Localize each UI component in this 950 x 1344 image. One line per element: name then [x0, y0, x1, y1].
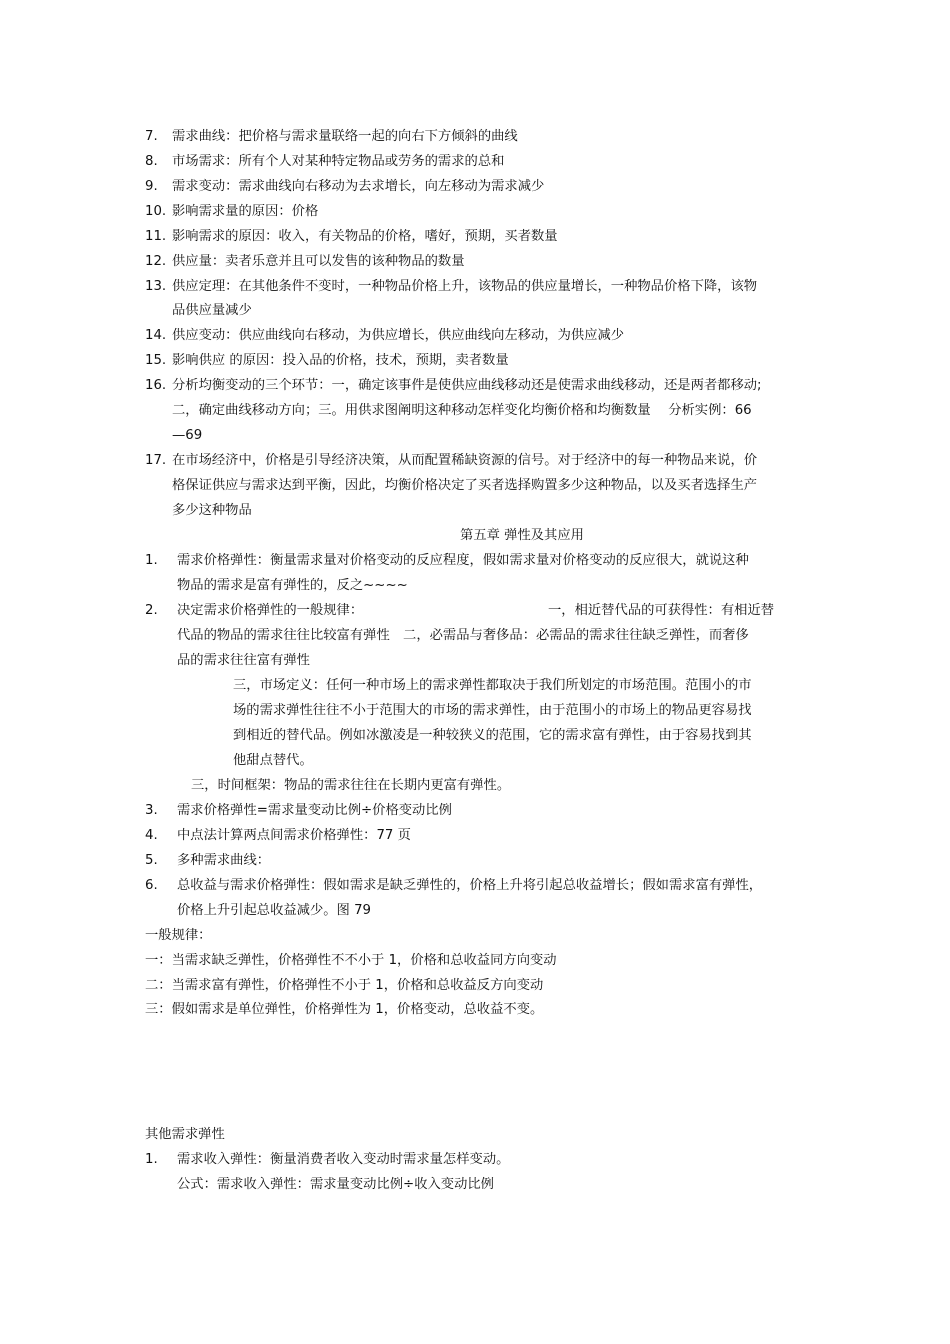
list-item-text: 分析均衡变动的三个环节：一，确定该事件是使供应曲线移动还是使需求曲线移动，还是两者都移动; [172, 378, 762, 393]
list-item-number: 12. [145, 254, 167, 269]
list-item-text: 多少这种物品 [172, 503, 252, 518]
list-item-text: 代品的物品的需求往往比较富有弹性 二，必需品与奢侈品：必需品的需求往往缺乏弹性，而奢侈 [177, 628, 749, 643]
list-item-text: 影响供应 的原因：投入品的价格，技术，预期，卖者数量 [172, 353, 509, 368]
list-item-number: 8. [145, 154, 158, 169]
list-item-text-right: 一，相近替代品的可获得性：有相近替 [548, 603, 775, 618]
list-item-number: 1. [145, 1152, 158, 1167]
list-item-number: 15. [145, 353, 167, 368]
rule-line: 三：假如需求是单位弹性，价格弹性为 1，价格变动，总收益不变。 [145, 1002, 544, 1017]
list-item-text: 影响需求的原因：收入，有关物品的价格，嗜好，预期，买者数量 [172, 229, 558, 244]
list-item-text: 需求收入弹性：衡量消费者收入变动时需求量怎样变动。 [177, 1152, 510, 1167]
chapter-title: 第五章 弹性及其应用 [460, 528, 584, 543]
paragraph-line: 三，时间框架：物品的需求往往在长期内更富有弹性。 [191, 778, 511, 793]
formula-line: 公式：需求收入弹性：需求量变动比例÷收入变动比例 [177, 1177, 494, 1192]
list-item-text: 总收益与需求价格弹性：假如需求是缺乏弹性的，价格上升将引起总收益增长；假如需求富有弹性， [177, 878, 763, 893]
list-item-text: 需求曲线：把价格与需求量联络一起的向右下方倾斜的曲线 [172, 129, 518, 144]
list-item-text: 物品的需求是富有弹性的，反之~~~~ [177, 578, 408, 593]
list-item-number: 7. [145, 129, 158, 144]
list-item-text: 多种需求曲线： [177, 853, 271, 868]
list-item-text: 需求变动：需求曲线向右移动为去求增长，向左移动为需求减少 [172, 179, 545, 194]
rule-line: 一：当需求缺乏弹性，价格弹性不不小于 1，价格和总收益同方向变动 [145, 953, 557, 968]
list-item-text: 供应变动：供应曲线向右移动，为供应增长，供应曲线向左移动，为供应减少 [172, 328, 625, 343]
list-item-text: 格保证供应与需求达到平衡，因此，均衡价格决定了买者选择购置多少这种物品，以及买者选择生产 [172, 478, 758, 493]
list-item-text: 需求价格弹性=需求量变动比例÷价格变动比例 [177, 803, 452, 818]
paragraph-line: 场的需求弹性往往不小于范围大的市场的需求弹性，由于范围小的市场上的物品更容易找 [233, 703, 752, 718]
list-item-number: 3. [145, 803, 158, 818]
section-heading: 其他需求弹性 [145, 1127, 225, 1142]
list-item-text: 供应量：卖者乐意并且可以发售的该种物品的数量 [172, 254, 465, 269]
paragraph-line: 三，市场定义：任何一种市场上的需求弹性都取决于我们所划定的市场范围。范围小的市 [233, 678, 752, 693]
list-item-number: 9. [145, 179, 158, 194]
list-item-number: 16. [145, 378, 167, 393]
list-item-text: 价格上升引起总收益减少。图 79 [177, 903, 372, 918]
list-item-number: 4. [145, 828, 158, 843]
list-item-text: 决定需求价格弹性的一般规律： [177, 603, 364, 618]
list-item-text: 二，确定曲线移动方向；三。用供求图阐明这种移动怎样变化均衡价格和均衡数量 分析实例：66 [172, 403, 752, 418]
list-item-number: 1. [145, 553, 158, 568]
list-item-number: 6. [145, 878, 158, 893]
list-item-number: 5. [145, 853, 158, 868]
list-item-text: 供应定理：在其他条件不变时，一种物品价格上升，该物品的供应量增长，一种物品价格下降，该物 [172, 279, 758, 294]
rules-heading: 一般规律： [145, 928, 212, 943]
list-item-text: 品的需求往往富有弹性 [177, 653, 310, 668]
list-item-number: 11. [145, 229, 167, 244]
rule-line: 二：当需求富有弹性，价格弹性不小于 1，价格和总收益反方向变动 [145, 978, 544, 993]
list-item-text: 在市场经济中，价格是引导经济决策，从而配置稀缺资源的信号。对于经济中的每一种物品来说，价 [172, 453, 758, 468]
list-item-text: 影响需求量的原因：价格 [172, 204, 319, 219]
list-item-number: 2. [145, 603, 158, 618]
paragraph-line: 他甜点替代。 [233, 753, 313, 768]
list-item-text: 中点法计算两点间需求价格弹性：77 页 [177, 828, 411, 843]
paragraph-line: 到相近的替代品。例如冰激凌是一种较狭义的范围，它的需求富有弹性，由于容易找到其 [233, 728, 752, 743]
list-item-number: 13. [145, 279, 167, 294]
list-item-number: 17. [145, 453, 167, 468]
list-item-text: 市场需求：所有个人对某种特定物品或劳务的需求的总和 [172, 154, 505, 169]
list-item-text: 品供应量减少 [172, 303, 252, 318]
list-item-text: —69 [172, 428, 203, 443]
list-item-text: 需求价格弹性：衡量需求量对价格变动的反应程度，假如需求量对价格变动的反应很大，就说这种 [177, 553, 749, 568]
list-item-number: 14. [145, 328, 167, 343]
list-item-number: 10. [145, 204, 167, 219]
